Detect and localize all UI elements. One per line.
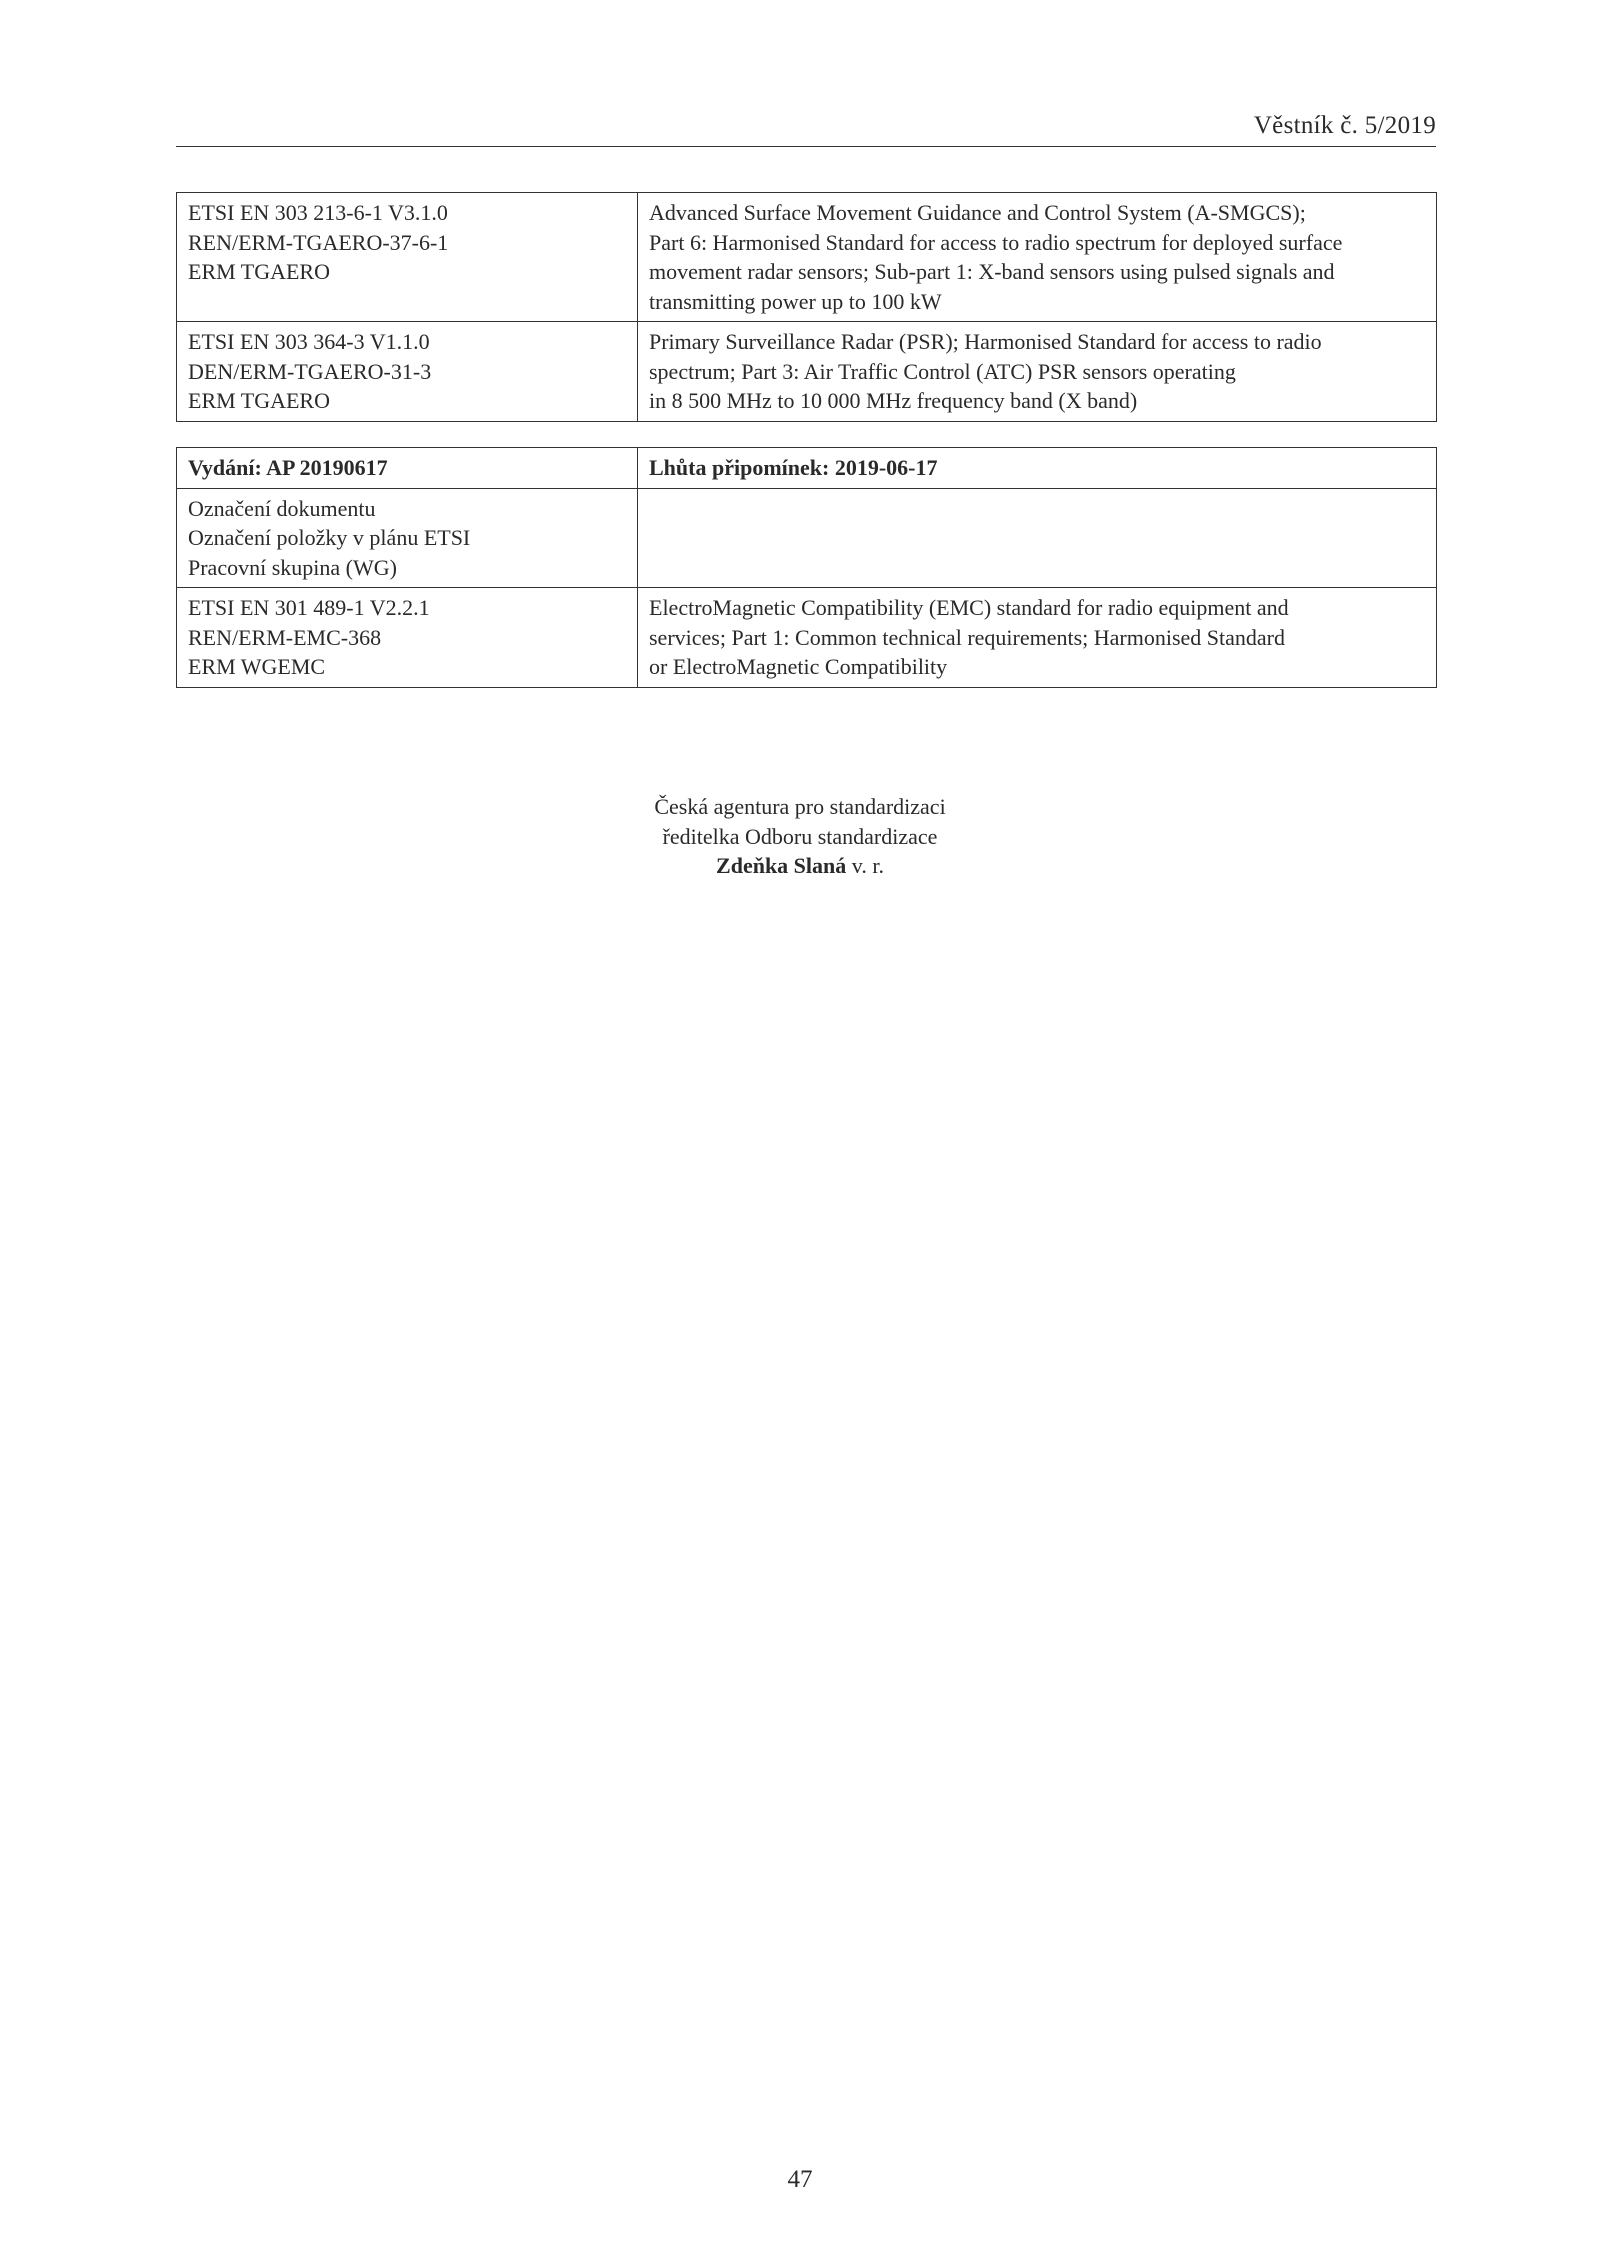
agency-name: Česká agentura pro standardizaci (654, 794, 946, 819)
description-line: Part 6: Harmonised Standard for access to radio spectrum for deployed surface (649, 229, 1343, 255)
legend-work-item: Označení položky v plánu ETSI (188, 525, 471, 550)
description-line: Advanced Surface Movement Guidance and Control System (A-SMGCS); (649, 200, 1306, 225)
working-group: ERM TGAERO (188, 388, 330, 413)
description-line: movement radar sensors; Sub-part 1: X-band sensors using pulsed signals and (649, 259, 1335, 284)
journal-title: Věstník č. 5/2019 (1253, 112, 1436, 139)
legend-row (177, 488, 1437, 588)
issue-label: Vydání: AP 20190617 (177, 448, 638, 489)
work-item-id: DEN/ERM-TGAERO-31-3 (188, 358, 432, 384)
description-line: services; Part 1: Common technical requirements; Harmonised Standard (649, 624, 1286, 650)
work-item-id: REN/ERM-TGAERO-37-6-1 (188, 229, 449, 255)
description-line: Primary Surveillance Radar (PSR); Harmonised Standard for access to radio (649, 329, 1322, 354)
standard-number: ETSI EN 301 489-1 V2.2.1 (188, 595, 430, 620)
standard-description-cell (638, 588, 1437, 688)
legend-cell (177, 488, 638, 588)
signature-block (500, 792, 1100, 881)
standard-ids-cell (177, 193, 638, 322)
standard-description-cell (638, 322, 1437, 422)
standard-number: ETSI EN 303 213-6-1 V3.1.0 (188, 200, 448, 225)
page-number: 47 (787, 2166, 813, 2193)
standard-ids-cell (177, 322, 638, 422)
description-line: or ElectroMagnetic Compatibility (649, 654, 948, 679)
working-group: ERM WGEMC (188, 654, 326, 679)
legend-working-group: Pracovní skupina (WG) (188, 554, 397, 580)
standards-table-2 (176, 447, 1437, 688)
standard-ids-cell (177, 588, 638, 688)
table-row (177, 588, 1437, 688)
table-row (177, 193, 1437, 322)
legend-document-id: Označení dokumentu (188, 495, 376, 521)
signatory-role: ředitelka Odboru standardizace (662, 823, 938, 849)
description-line: transmitting power up to 100 kW (649, 288, 942, 314)
standard-description-cell (638, 193, 1437, 322)
standards-table-1 (176, 192, 1437, 422)
description-line: spectrum; Part 3: Air Traffic Control (ATC) PSR sensors operating (649, 358, 1236, 384)
signatory-line (500, 851, 1100, 881)
table-header-row (177, 448, 1437, 489)
description-line: ElectroMagnetic Compatibility (EMC) standard for radio equipment and (649, 595, 1289, 620)
signatory-name: Zdeňka Slaná (716, 853, 847, 878)
description-line: in 8 500 MHz to 10 000 MHz frequency band (X band) (649, 388, 1138, 413)
empty-cell (638, 488, 1437, 588)
comment-deadline-label: Lhůta připomínek: 2019-06-17 (638, 448, 1437, 489)
standard-number: ETSI EN 303 364-3 V1.1.0 (188, 329, 430, 354)
table-row (177, 322, 1437, 422)
page-header (176, 108, 1436, 147)
working-group: ERM TGAERO (188, 259, 330, 284)
work-item-id: REN/ERM-EMC-368 (188, 624, 382, 650)
signature-suffix: v. r. (851, 853, 884, 878)
